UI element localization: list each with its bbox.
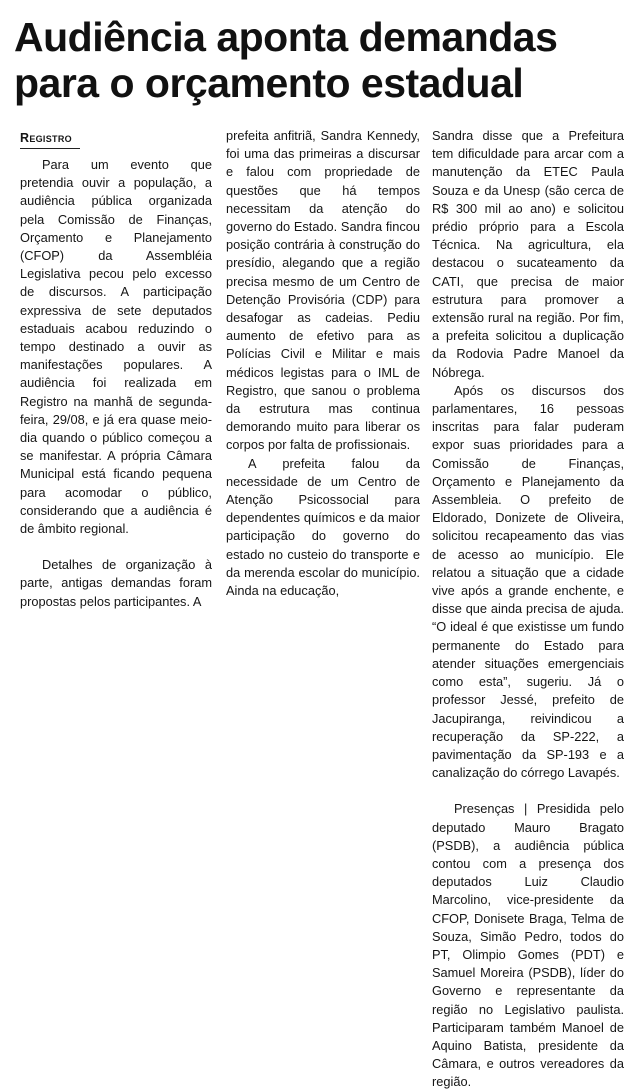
paragraph: prefeita anfitriã, Sandra Kennedy, foi uma das primeiras a discursar e falou com propriedade de questões que há tempos necessitam da atenção do governo do Estado. Sandra fincou posição contrária à construção do presídio, alegando que a região precisa mesmo de um Centro de Detenção Provisória (CDP) para desafogar as cadeias. Pediu aumento de efetivo para as Polícias Civil e Militar e mais médicos legistas para o IML de Registro, que sanou o problema da estrutura mas continua demorando muito para liberar os corpos por falta de profissionais. (226, 128, 420, 453)
section-label: Registro (20, 131, 80, 149)
headline-line-1: Audiência aponta demandas (14, 14, 558, 60)
paragraph: Detalhes de organização à parte, antigas demandas foram propostas pelos participantes. A (20, 557, 212, 609)
headline-line-2: para o orçamento estadual (14, 60, 524, 106)
paragraph: Sandra disse que a Prefeitura tem dificuldade para arcar com a manutenção da ETEC Paula Souza e da Unesp (são cerca de R$ 300 mil ao ano) e solicitou prédio próprio para a Escola Técnica. Na agricultura, ela destacou o sucateamento da CATI, que precisa de maior estrutura para promover a extensão rural na região. Por fim, a prefeita solicitou a duplicação da Rodovia Padre Manoel da Nóbrega. (432, 128, 624, 380)
article-column-2 (226, 127, 420, 600)
headline (14, 14, 624, 106)
paragraph: Após os discursos dos parlamentares, 16 pessoas inscritas para falar puderam expor suas prioridades para a Comissão de Finanças, Orçamento e Planejamento da Assembleia. O prefeito de Eldorado, Donizete de Oliveira, solicitou recapeamento das vias de acesso ao município. Ele relatou a situação que a cidade vive após a grande enchente, e disse que ainda precisa de ajuda. “O ideal é que existisse um fundo permanente do Estado para atender situações emergenciais como esta”, sugeriu. Já o professor Jessé, prefeito de Jacupiranga, reivindicou a recuperação da SP-222, a pavimentação da SP-193 e a canalização do córrego Lavapés. (432, 382, 624, 781)
article-column-3 (432, 127, 624, 1092)
article-column-1 (20, 131, 212, 611)
paragraph: A prefeita falou da necessidade de um Centro de Atenção Psicossocial para dependentes químicos e da maior participação do governo do estado no custeio do transporte e da merenda escolar do município. Ainda na educação, (226, 455, 420, 599)
paragraph: Presenças | Presidida pelo deputado Mauro Bragato (PSDB), a audiência pública contou com a presença dos deputados Luiz Claudio Marcolino, vice-presidente da CFOP, Donisete Braga, Telma de Souza, Simão Pedro, todos do PT, Olimpio Gomes (PDT) e Samuel Moreira (PSDB), líder do Governo e representante da região no Legislativo paulista. Participaram também Manoel de Aquino Batista, presidente da Câmara, e outros vereadores da região. (432, 801, 624, 1090)
paragraph: Para um evento que pretendia ouvir a população, a audiência pública organizada pela Comissão de Finanças, Orçamento e Planejamento (CFOP) da Assembléia Legislativa pecou pelo excesso de discursos. A participação expressiva de sete deputados estaduais acabou reduzindo o tempo destinado a ouvir as manifestações populares. A audiência foi realizada em Registro na manhã de segunda-feira, 29/08, e já era quase meio-dia quando o público começou a se manifestar. A própria Câmara Municipal está ficando pequena para acomodar o público, considerando que a audiência é de âmbito regional. (20, 157, 212, 537)
